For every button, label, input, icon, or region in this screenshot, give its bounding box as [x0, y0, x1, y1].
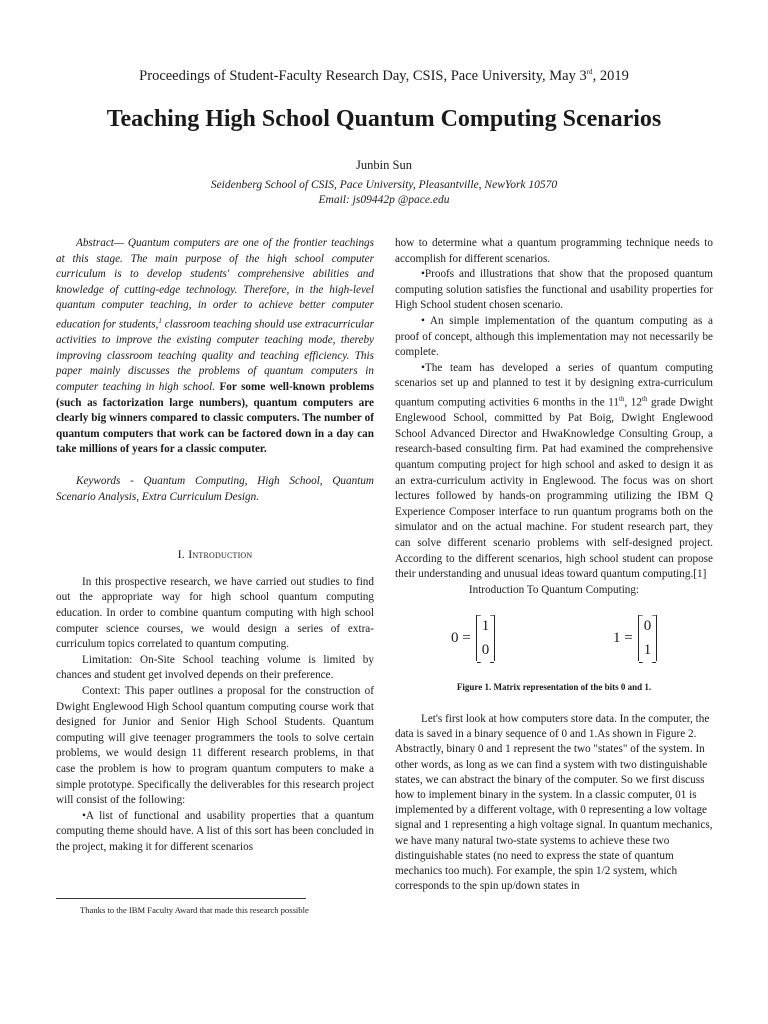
- proceedings-header: [0, 68, 768, 85]
- matrix-zero-label: 0 =: [451, 629, 471, 646]
- proceedings-text: Proceedings of Student-Faculty Research Day, CSIS, Pace University, May 3: [139, 68, 587, 84]
- paragraph-continued: how to determine what a quantum programming technique needs to accomplish for different scenarios.: [395, 237, 713, 265]
- matrix-one-label: 1 =: [613, 629, 633, 646]
- paragraph-intro: In this prospective research, we have carried out studies to find out the appropriate way for high school quantum computing education. In order to combine quantum computing with high school computer science courses, we would design a series of extra-curriculum topics correlated to quantum computing.: [56, 575, 374, 651]
- abstract: [56, 236, 374, 458]
- matrix-zero-bottom: 0: [481, 642, 490, 659]
- footnote-divider: [56, 898, 306, 899]
- section-number: I.: [177, 547, 189, 562]
- team-sup-2: th: [642, 394, 648, 403]
- author-name: Junbin Sun: [356, 158, 412, 172]
- matrix-one: [613, 612, 657, 664]
- keywords: Keywords - Quantum Computing, High School, Quantum Scenario Analysis, Extra Curriculum Design.: [56, 475, 374, 503]
- left-column: [56, 236, 374, 856]
- author-email: Email: js09442p @pace.edu: [318, 194, 450, 206]
- proceedings-superscript: rd: [586, 68, 593, 77]
- paragraph-team: [395, 361, 713, 583]
- paper-title: Teaching High School Quantum Computing Scenarios: [106, 106, 662, 132]
- intro-quantum-heading: Introduction To Quantum Computing:: [468, 583, 640, 596]
- abstract-bold-text: For some well-known problems (such as factorization large numbers), quantum computers are clearly big winners compared to classic computers. The number of quantum computers that work can be factored down in a day can take millions of years for a classic computer.: [56, 381, 375, 456]
- matrix-figure: [395, 612, 713, 674]
- proceedings-year: , 2019: [592, 68, 629, 84]
- author-affiliation: Seidenberg School of CSIS, Pace University, Pleasantville, NewYork 10570: [210, 179, 558, 191]
- paragraph-implementation: • An simple implementation of the quantum computing as a proof of concept, although this implementation may not necessarily be complete.: [395, 314, 713, 359]
- section-title: Introduction: [188, 547, 253, 562]
- paragraph-context: Context: This paper outlines a proposal for the construction of Dwight Englewood High School quantum computing course work that designed for Junior and Senior High School Students. Quantum computing will give teenager programmers the tools to solve certain problems, we would design 11 different research problems, in that case the problem is how to program quantum computers to make a simple prototype. Specifically the deliverables for this research project will consist of the following:: [56, 684, 374, 807]
- matrix-zero: [451, 612, 495, 664]
- right-column: [395, 236, 713, 894]
- matrix-one-top: 0: [643, 618, 652, 635]
- figure-caption: Figure 1. Matrix representation of the bits 0 and 1.: [456, 682, 652, 693]
- abstract-text: Abstract— Quantum computers are one of the frontier teachings at this stage. The main purpose of the high school computer curriculum is to develop students' comprehensive abilities and knowledge of cutting-edge technology. Therefore, in the high-level quantum computer teaching, in order to achieve better computer education for students,: [56, 237, 374, 331]
- paragraph-binary-storage: Let's first look at how computers store data. In the computer, the data is saved in a binary sequence of 0 and 1.As shown in Figure 2. Abstractly, binary 0 and 1 represent the two "states" of the system. In other words, as long as we can find a system with two distinguishable states, we can abstract the binary of the computer. So we first discuss how to implement binary in the system. In a classic computer, 01 is implemented by a different voltage, with 0 representing a low voltage signal and 1 representing a high voltage signal. In quantum mechanics, we have many natural two-state systems to achieve these two distinguishable states (no need to express the state of quantum mechanics too much). For example, the spin 1/2 system, which corresponds to the spin up/down states in: [395, 712, 713, 893]
- abstract-superscript: 1: [158, 316, 162, 325]
- matrix-zero-vector: [476, 615, 496, 661]
- matrix-one-bottom: 1: [643, 642, 652, 659]
- matrix-one-vector: [638, 615, 658, 661]
- section-heading-introduction: [56, 547, 374, 563]
- paragraph-deliverable-list: •A list of functional and usability properties that a quantum computing theme should have. A list of this sort has been concluded in the project, making it for different scenarios: [56, 809, 374, 853]
- matrix-zero-top: 1: [481, 618, 490, 635]
- paragraph-proofs: •Proofs and illustrations that show that the proposed quantum computing solution satisfies the functional and usability properties for High School student chosen scenario.: [395, 268, 713, 312]
- author-affiliation-block: [0, 178, 768, 208]
- abstract-text-continued: classroom teaching should use extracurricular activities to improve the existing computer teaching mode, thereby improving classroom teaching quality and teaching efficiency. This paper mainly discusses the problems of quantum computers in computer teaching in high school.: [56, 318, 374, 394]
- team-text-a: •The team has developed a series of quantum computing scenarios set up and planned to test it by designing extra-curriculum quantum computing activities 6 months in the 11: [395, 361, 713, 409]
- paragraph-limitation: Limitation: On-Site School teaching volume is limited by chances and student get involved depends on their preference.: [56, 653, 374, 682]
- footnote: Thanks to the IBM Faculty Award that made this research possible: [80, 905, 309, 915]
- team-text-c: grade Dwight Englewood School, committed by Pat Boig, Dwight Englewood School Advanced Director and HwaKnowledge Consulting Group, a research-based consulting firm. Pat had examined the comprehensive quantum computing project for high school and asked to design it as an extra-curriculum activity in Englewood. The focus was on short lectures followed by hands-on programming utilizing the IBM Q Experience Composer interface to run quantum programs both on the simulator and on the actual machine. For student research part, they can solve different scenario problems with self-designed project. According to the different scenarios, high school student can propose their understanding and unusual ideas toward quantum computing.[1]: [395, 396, 713, 581]
- team-text-b: , 12: [624, 396, 642, 409]
- team-sup-1: th: [619, 394, 625, 403]
